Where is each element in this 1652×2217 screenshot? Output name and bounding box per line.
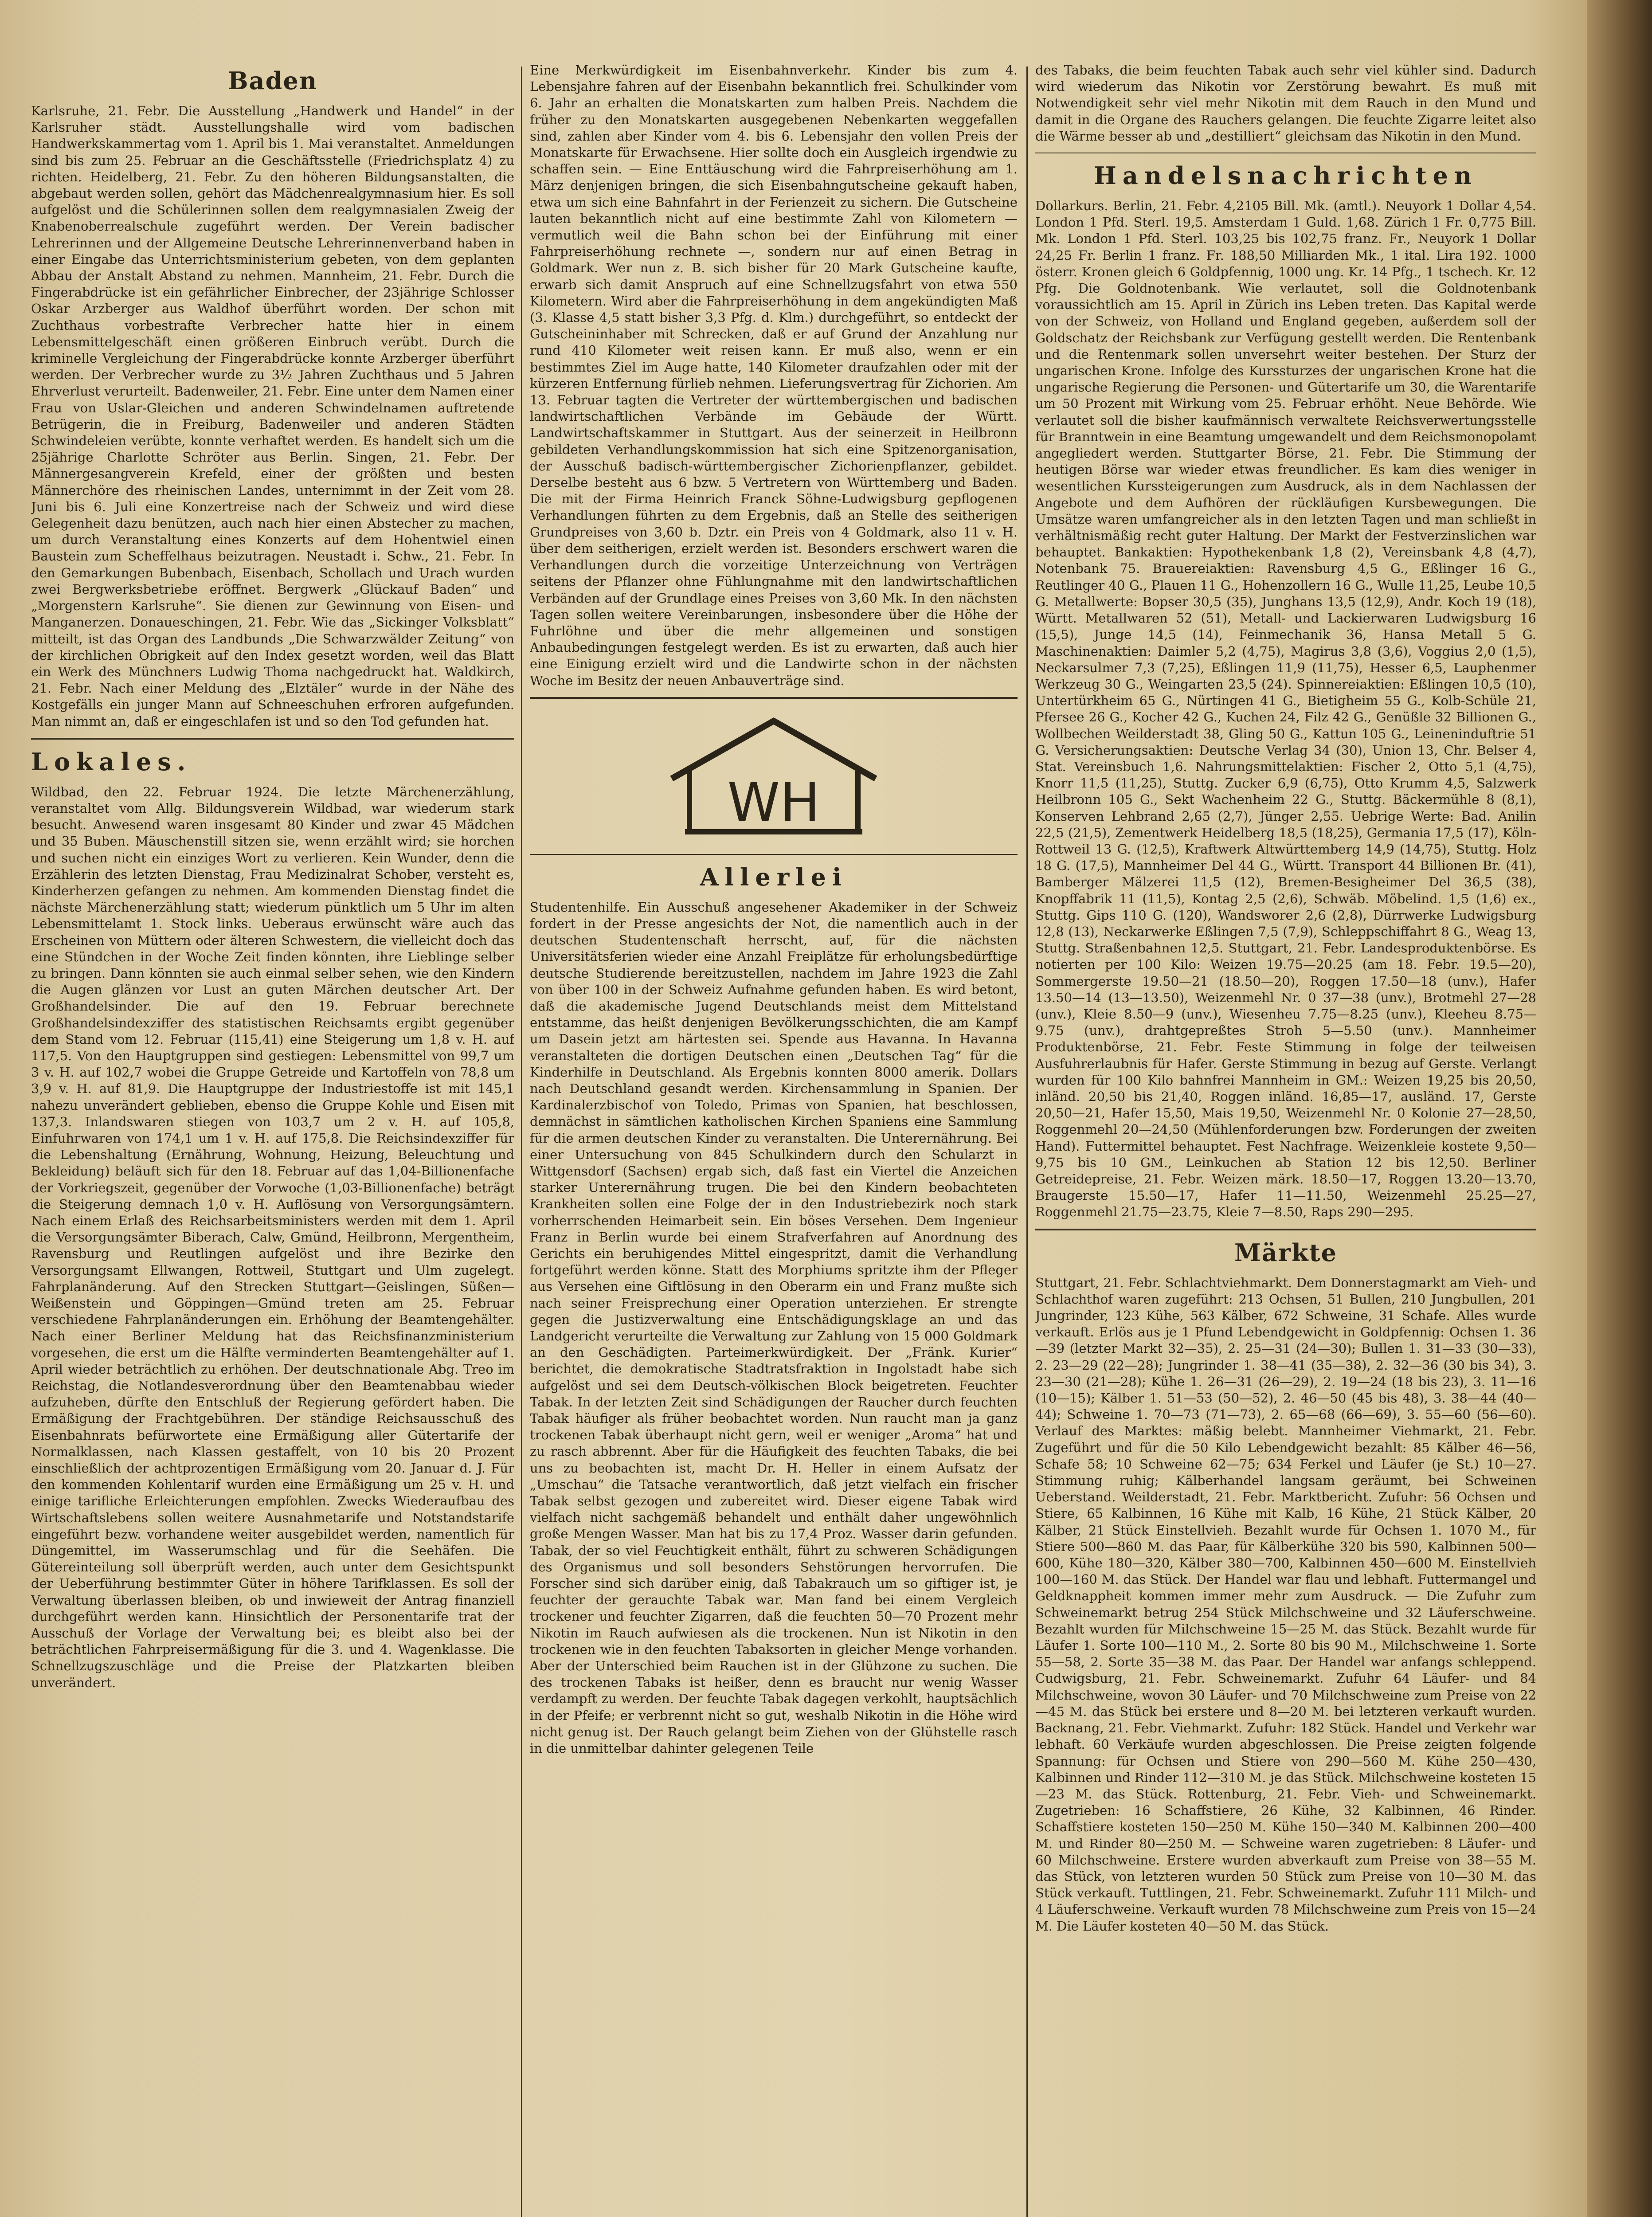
section-rule [1035, 1229, 1536, 1230]
column-middle [530, 62, 1018, 2217]
logo-text: WH [727, 772, 820, 834]
section-rule [530, 854, 1018, 855]
section-heading-handelsnachrichten: Handelsnachrichten [1093, 161, 1478, 190]
section-heading-maerkte: Märkte [1234, 1238, 1337, 1267]
section-heading-baden: Baden [227, 67, 317, 95]
wh-logo [658, 712, 889, 845]
article-allerlei: Studentenhilfe. Ein Ausschuß angesehener Akademiker in der Schweiz fordert in der Presse angesichts der Not, die namentlich auch in der deutschen Studentenschaft herrscht, auf, für die nächsten Universitätsferien wieder eine Anzahl Freiplätze für erholungsbedürftige deutsche Studierende bereitzustellen, nachdem im Jahre 1923 die Zahl von über 100 in der Schweiz Aufnahme gefunden haben. Es wird betont, daß die akademische Jugend Deutschlands meist dem Mittelstand entstamme, das heißt denjenigen Bevölkerungsschichten, die am Kampf um Dasein jetzt am härtesten sei. Spende aus Havanna. In Havanna veranstalteten die dortigen Deutschen einen „Deutschen Tag“ für die Kinderhilfe in Deutschland. Als Ergebnis konnten 8000 amerik. Dollars nach Deutschland gesandt werden. Kirchensammlung in Spanien. Der Kardinalerzbischof von Toledo, Primas von Spanien, hat beschlossen, demnächst in sämtlichen katholischen Kirchen Spaniens eine Sammlung für die armen deutschen Kinder zu veranstalten. Die Unterernährung. Bei einer Untersuchung von 845 Schulkindern durch den Schularzt in Wittgensdorf (Sachsen) ergab sich, daß fast ein Viertel die Anzeichen starker Unterernährung trugen. Die bei den Kindern beobachteten Krankheiten sollen eine Folge der in den Industriebezirk noch stark vorherrschenden Heimarbeit sein. Ein böses Versehen. Dem Ingenieur Franz in Berlin wurde bei einem Strafverfahren auf Anordnung des Gerichts ein beruhigendes Mittel eingespritzt, damit die Verhandlung fortgeführt werden könne. Statt des Morphiums spritzte ihm der Pfleger aus Versehen eine Giftlösung in den Oberarm ein und Franz mußte sich nach seiner Freisprechung einer Operation unterziehen. Er strengte gegen die Justizverwaltung eine Entschädigungsklage an und das Landgericht verurteilte die Verwaltung zur Zahlung von 15 000 Goldmark an den Geschädigten. Parteimerkwürdigkeit. Der „Fränk. Kurier“ berichtet, die demokratische Stadtratsfraktion in Ingolstadt habe sich aufgelöst und sei dem Deutsch-völkischen Block beigetreten. Feuchter Tabak. In der letzten Zeit sind Schädigungen der Raucher durch feuchten Tabak häufiger als früher beobachtet worden. Nun raucht man ja ganz trockenen Tabak überhaupt nicht gern, weil er weniger „Aroma“ hat und zu rasch abbrennt. Aber für die Häufigkeit des feuchten Tabaks, die bei uns zu beobachten ist, macht Dr. H. Heller in einem Aufsatz der „Umschau“ die Tatsache verantwortlich, daß jetzt vielfach ein frischer Tabak selbst gezogen und zubereitet wird. Dieser eigene Tabak wird vielfach nicht sachgemäß behandelt und enthält daher ungewöhnlich große Mengen Wasser. Man hat bis zu 17,4 Proz. Wasser darin gefunden. Tabak, der so viel Feuchtigkeit enthält, führt zu schweren Schädigungen des Organismus und soll besonders Sehstörungen hervorrufen. Die Forscher sind sich darüber einig, daß Tabakrauch um so giftiger ist, je feuchter der gerauchte Tabak war. Man fand bei einem Vergleich trockener und feuchter Zigarren, daß die feuchten 50—70 Prozent mehr Nikotin im Rauch aufwiesen als die trockenen. Nun ist Nikotin in den trockenen wie in den feuchten Tabaksorten in gleicher Menge vorhanden. Aber der Unterschied beim Rauchen ist in der Glühzone zu suchen. Die des trockenen Tabaks ist heißer, denn es braucht nur wenig Wasser verdampft zu werden. Der feuchte Tabak dagegen verkohlt, hauptsächlich in der Pfeife; er verbrennt nicht so gut, weshalb Nikotin in die Höhe wird nicht genug ist. Der Rauch gelangt beim Ziehen von der Glühstelle rasch in die unmittelbar dahinter gelegenen Teile [530, 899, 1018, 1756]
column-divider-1 [521, 67, 522, 2217]
article-tabak-continued: des Tabaks, die beim feuchten Tabak auch sehr viel kühler sind. Dadurch wird wiederum das Nikotin vor Zerstörung bewahrt. Es muß mit Notwendigkeit sehr viel mehr Nikotin mit dem Rauch in den Mund und damit in die Organe des Rauchers gelangen. Die feuchte Zigarre leitet also die Wärme besser ab und „destilliert“ gleichsam das Nikotin in den Mund. [1035, 63, 1536, 144]
column-divider-2 [1026, 67, 1028, 2217]
article-maerkte: Stuttgart, 21. Febr. Schlachtviehmarkt. Dem Donnerstagmarkt am Vieh- und Schlachthof waren zugeführt: 213 Ochsen, 51 Bullen, 210 Jungbullen, 201 Jungrinder, 123 Kühe, 563 Kälber, 672 Schweine, 31 Schafe. Alles wurde verkauft. Erlös aus je 1 Pfund Lebendgewicht in Goldpfennig: Ochsen 1. 36—39 (letzter Markt 32—35), 2. 25—31 (24—30); Bullen 1. 31—33 (30—33), 2. 23—29 (22—28); Jungrinder 1. 38—41 (35—38), 2. 32—36 (30 bis 34), 3. 23—30 (21—28); Kühe 1. 26—31 (26—29), 2. 19—24 (18 bis 23), 3. 11—16 (10—15); Kälber 1. 51—53 (50—52), 2. 46—50 (45 bis 48), 3. 38—44 (40—44); Schweine 1. 70—73 (71—73), 2. 65—68 (66—69), 3. 55—60 (56—60). Verlauf des Marktes: mäßig belebt. Mannheimer Viehmarkt, 21. Febr. Zugeführt und für die 50 Kilo Lebendgewicht bezahlt: 85 Kälber 46—56, Schafe 58; 10 Schweine 62—75; 634 Ferkel und Läufer (je St.) 10—27. Stimmung ruhig; Kälberhandel langsam geräumt, bei Schweinen Ueberstand. Weilderstadt, 21. Febr. Marktbericht. Zufuhr: 56 Ochsen und Stiere, 65 Kalbinnen, 16 Kühe mit Kalb, 16 Kühe, 21 Stück Kälber, 20 Kälber, 21 Stück Einstellvieh. Bezahlt wurde für Ochsen 1. 1070 M., für Stiere 500—860 M. das Paar, für Kälberkühe 320 bis 590, Kalbinnen 500—600, Kühe 180—320, Kälber 380—700, Kalbinnen 450—600 M. Einstellvieh 100—160 M. das Stück. Der Handel war flau und lebhaft. Futtermangel und Geldknappheit kommen immer mehr zum Ausdruck. — Die Zufuhr zum Schweinemarkt betrug 254 Stück Milchschweine und 32 Läuferschweine. Bezahlt wurden für Milchschweine 15—25 M. das Stück. Bezahlt wurde für Läufer 1. Sorte 100—110 M., 2. Sorte 80 bis 90 M., Milchschweine 1. Sorte 55—58, 2. Sorte 35—38 M. das Paar. Der Handel war anfangs schleppend. Cudwigsburg, 21. Febr. Schweinemarkt. Zufuhr 64 Läufer- und 84 Milchschweine, wovon 30 Läufer- und 70 Milchschweine zum Preise von 22—45 M. das Stück bei erstere und 8—20 M. bei letzteren verkauft wurden. Backnang, 21. Febr. Viehmarkt. Zufuhr: 182 Stück. Handel und Verkehr war lebhaft. 60 Verkäufe wurden abgeschlossen. Die Preise zeigten folgende Spannung: für Ochsen und Stiere von 290—560 M. Kühe 250—430, Kalbinnen und Rinder 112—310 M. je das Stück. Milchschweine kosteten 15—23 M. das Stück. Rottenburg, 21. Febr. Vieh- und Schweinemarkt. Zugetrieben: 16 Schaffstiere, 26 Kühe, 32 Kalbinnen, 46 Rinder. Schaffstiere kosteten 150—250 M. Kühe 150—340 M. Kalbinnen 200—400 M. und Rinder 80—250 M. — Schweine waren zugetrieben: 8 Läufer- und 60 Milchschweine. Erstere wurden abverkauft zum Preise von 38—55 M. das Stück, von letzteren wurden 50 Stück zum Preise von 10—30 M. das Stück verkauft. Tuttlingen, 21. Febr. Schweinemarkt. Zufuhr 111 Milch- und 4 Läuferschweine. Verkauft wurden 78 Milchschweine zum Preis von 15—24 M. Die Läufer kosteten 40—50 M. das Stück. [1035, 1275, 1536, 1934]
section-heading-allerlei: Allerlei [700, 862, 848, 891]
article-lokales: Wildbad, den 22. Februar 1924. Die letzte Märchenerzählung, veranstaltet vom Allg. Bildungsverein Wildbad, war wiederum stark besucht. Anwesend waren insgesamt 80 Kinder und zwar 45 Mädchen und 35 Buben. Mäuschenstill sitzen sie, wenn erzählt wird; sie horchen und suchen nicht ein einziges Wort zu verlieren. Kein Wunder, denn die Erzählerin des letzten Dienstag, Frau Medizinalrat Schober, versteht es, Kinderherzen gefangen zu nehmen. Am kommenden Dienstag findet die nächste Märchenerzählung statt; wiederum pünktlich um 5 Uhr im alten Lebensmittelamt 1. Stock links. Ueberaus erwünscht wäre auch das Erscheinen von Müttern oder älteren Schwestern, die vielleicht doch das eine Stündchen in der Woche Zeit finden könnten, ihre Lieblinge selber zu bringen. Dann könnten sie auch einmal selber sehen, wie den Kindern die Augen glänzen vor Lust an guten Märchen deutscher Art. Der Großhandelsinder. Die auf den 19. Februar berechnete Großhandelsindexziffer des statistischen Reichsamts ergibt gegenüber dem Stand vom 12. Februar (115,41) eine Steigerung um 1,8 v. H. auf 117,5. Von den Hauptgruppen sind gestiegen: Lebensmittel von 99,7 um 3 v. H. auf 102,7 wobei die Gruppe Getreide und Kartoffeln von 78,8 um 3,9 v. H. auf 81,9. Die Hauptgruppe der Industriestoffe ist mit 145,1 nahezu unverändert geblieben, ebenso die Gruppe Kohle und Eisen mit 137,3. Inlandswaren stiegen von 103,7 um 2 v. H. auf 105,8, Einfuhrwaren von 174,1 um 1 v. H. auf 175,8. Die Reichsindexziffer für die Lebenshaltung (Ernährung, Wohnung, Heizung, Beleuchtung und Bekleidung) beläuft sich für den 18. Februar auf das 1,04-Billionenfache der Vorkriegszeit, gegenüber der Vorwoche (1,03-Billionenfache) beträgt die Steigerung demnach 1,0 v. H. Auflösung von Versorgungsämtern. Nach einem Erlaß des Reichsarbeitsministers werden mit dem 1. April die Versorgungsämter Biberach, Calw, Gmünd, Heilbronn, Mergentheim, Ravensburg und Reutlingen aufgelöst und ihre Bezirke den Versorgungsamt Ellwangen, Rottweil, Stuttgart und Ulm zugelegt. Fahrplanänderung. Auf den Strecken Stuttgart—Geislingen, Süßen—Weißenstein und Göppingen—Gmünd treten am 25. Februar verschiedene Fahrplanänderungen ein. Erhöhung der Beamtengehälter. Nach einer Berliner Meldung hat das Reichsfinanzministerium vorgesehen, die erst um die Hälfte verminderten Beamtengehälter auf 1. April wieder beträchtlich zu erhöhen. Der deutschnationale Abg. Treo im Reichstag, die Notlandesverordnung über den Beamtenabbau wieder aufzuheben, dürfte den Entschluß der Regierung gefördert haben. Die Ermäßigung der Frachtgebühren. Der ständige Reichsausschuß des Eisenbahnrats befürwortete eine Ermäßigung aller Gütertarife der Normalklassen, nach Klassen gestaffelt, von 10 bis 20 Prozent einschließlich der achtprozentigen Ermäßigung vom 20. Januar d. J. Für den kommenden Kohlentarif wurden eine Ermäßigung um 25 v. H. und einige tarifliche Erleichterungen empfohlen. Zwecks Wiederaufbau des Wirtschaftslebens sollen weitere Ausnahmetarife und Notstandstarife eingeführt bezw. vorhandene weiter ausgebildet werden, namentlich für Düngemittel, im Wasserumschlag und für die Seehäfen. Die Gütereinteilung soll überprüft werden, auch unter dem Gesichtspunkt der Ueberführung bestimmter Güter in höhere Tarifklassen. Es soll der Verwaltung überlassen bleiben, ob und inwieweit der Antrag finanziell durchgeführt werden kann. Hinsichtlich der Personentarife trat der Ausschuß der Vorlage der Verwaltung bei; es bleibt also bei der beträchtlichen Fahrpreisermäßigung für die 3. und 4. Wagenklasse. Die Schnellzugszuschläge und die Preise der Platzkarten bleiben unverändert. [31, 784, 514, 1690]
column-left [31, 62, 514, 2217]
section-rule [530, 697, 1018, 699]
section-heading-lokales: Lokales. [31, 747, 192, 776]
column-right [1035, 62, 1536, 2217]
article-handelsnachrichten: Dollarkurs. Berlin, 21. Febr. 4,2105 Bill. Mk. (amtl.). Neuyork 1 Dollar 4,54. London 1 Pfd. Sterl. 19,5. Amsterdam 1 Guld. 1,68. Zürich 1 Fr. 0,775 Bill. Mk. London 1 Pfd. Sterl. 103,25 bis 102,75 franz. Fr., Neuyork 1 Dollar 24,25 Fr. Berlin 1 franz. Fr. 188,50 Milliarden Mk., 1 ital. Lira 192. 1000 österr. Kronen gleich 6 Goldpfennig, 1000 ung. Kr. 14 Pfg., 1 tschech. Kr. 12 Pfg. Die Goldnotenbank. Wie verlautet, soll die Goldnotenbank voraussichtlich am 15. April in Zürich ins Leben treten. Das Kapital werde von der Schweiz, von Holland und England gegeben, außerdem soll der Goldschatz der Reichsbank zur Verfügung gestellt werden. Die Rentenbank und die Rentenmark sollen unversehrt weiter bestehen. Der Sturz der ungarischen Krone. Infolge des Kurssturzes der ungarischen Krone hat die ungarische Regierung die Personen- und Gütertarife um 30, die Warentarife um 50 Prozent mit Wirkung vom 25. Februar erhöht. Neue Behörde. Wie verlautet soll die bisher kaufmännisch verwaltete Reichsverwertungsstelle für Branntwein in eine Beamtung umgewandelt und dem Reichsmonopolamt angegliedert werden. Stuttgarter Börse, 21. Febr. Die Stimmung der heutigen Börse war wieder etwas freundlicher. Es kam dies weniger in wesentlichen Kurssteigerungen zum Ausdruck, als in dem Nachlassen der Angebote und dem Aufhören der rückläufigen Kursbewegungen. Die Umsätze waren umfangreicher als in den letzten Tagen und man schließt in verhältnismäßig recht guter Haltung. Der Markt der Festverzinslichen war behauptet. Bankaktien: Hypothekenbank 1,8 (2), Vereinsbank 4,8 (4,7), Notenbank 75. Brauereiaktien: Ravensburg 4,5 G., Eßlinger 16 G., Reutlinger 40 G., Plauen 11 G., Hohenzollern 16 G., Wulle 11,25, Leube 10,5 G. Metallwerte: Bopser 30,5 (35), Junghans 13,5 (12,9), Andr. Koch 19 (18), Württ. Metallwaren 52 (51), Metall- und Lackierwaren Ludwigsburg 16 (15,5), Junge 14,5 (14), Feinmechanik 36, Hansa Metall 5 G. Maschinenaktien: Daimler 5,2 (4,75), Magirus 3,8 (3,6), Voggius 2,0 (1,5), Neckarsulmer 7,3 (7,25), Eßlingen 11,9 (11,75), Hesser 6,5, Lauphenmer Werkzeug 30 G., Weingarten 23,5 (24). Spinnereiaktien: Eßlingen 10,5 (10), Untertürkheim 65 G., Nürtingen 41 G., Bietigheim 55 G., Kolb-Schüle 21, Pfersee 26 G., Kocher 42 G., Kuchen 24, Filz 42 G., Genüßle 32 Billionen G., Wollbechen Weilderstadt 38, Gling 50 G., Kattun 105 G., Leineninduftrie 51 G. Versicherungsaktien: Deutsche Verlag 34 (30), Union 13, Chr. Belser 4, Stat. Vereinsbuch 1,6. Nahrungsmittelaktien: Fischer 2, Otto 5,1 (4,75), Knorr 11,5 (11,25), Stuttg. Zucker 6,9 (6,75), Otto Krumm 4,5, Salzwerk Heilbronn 105 G., Sekt Wachenheim 22 G., Stuttg. Bäckermühle 8 (8,1), Konserven Lehbrand 2,65 (2,7), Jünger 2,55. Uebrige Werte: Bad. Anilin 22,5 (21,5), Zementwerk Heidelberg 18,5 (18,25), Germania 17,5 (17), Köln-Rottweil 13 G. (12,5), Kraftwerk Altwürttemberg 14,9 (14,75), Stuttg. Holz 18 G. (17,5), Mannheimer Del 44 G., Württ. Transport 44 Billionen Br. (41), Bamberger Mälzerei 11,5 (12), Bremen-Besigheimer Del 36,5 (38), Knopffabrik 11 (11,5), Kontag 2,5 (2,6), Schwäb. Möbelind. 1,5 (1,6) ex., Stuttg. Gips 110 G. (120), Wandsworer 2,6 (2,8), Dürrwerke Ludwigsburg 12,8 (13), Neckarwerke Eßlingen 7,5 (7,9), Schleppschiffahrt 8 G., Weag 13, Stuttg. Straßenbahnen 12,5. Stuttgart, 21. Febr. Landesproduktenbörse. Es notierten per 100 Kilo: Weizen 19.75—20.25 (am 18. Febr. 19.5—20), Sommergerste 19.50—21 (18.50—20), Roggen 17.50—18 (unv.), Hafer 13.50—14 (13—13.50), Weizenmehl Nr. 0 37—38 (unv.), Brotmehl 27—28 (unv.), Kleie 8.50—9 (unv.), Wiesenheu 7.75—8.25 (unv.), Kleeheu 8.75—9.75 (unv.), drahtgepreßtes Stroh 5—5.50 (unv.). Mannheimer Produktenbörse, 21. Febr. Feste Stimmung in folge der teilweisen Ausfuhrerlaubnis für Hafer. Gerste Stimmung in bezug auf Gerste. Verlangt wurden für 100 Kilo bahnfrei Mannheim in GM.: Weizen 19,25 bis 20,50, inländ. 20,50 bis 21,40, Roggen inländ. 16,85—17, ausländ. 17, Gerste 20,50—21, Hafer 15,50, Mais 19,50, Weizenmehl Nr. 0 Kolonie 27—28,50, Roggenmehl 20—24,50 (Mühlenforderungen bzw. Forderungen der zweiten Hand). Futtermittel behauptet. Fest Nachfrage. Weizenkleie kostete 9,50—9,75 bis 10 GM., Leinkuchen ab Station 12 bis 12,50. Berliner Getreidepreise, 21. Febr. Weizen märk. 18.50—17, Roggen 13.20—13.70, Braugerste 15.50—17, Hafer 11—11.50, Weizenmehl 25.25—27, Roggenmehl 21.75—23.75, Kleie 7—8.50, Raps 290—295. [1035, 198, 1536, 1220]
article-baden: Karlsruhe, 21. Febr. Die Ausstellung „Handwerk und Handel“ in der Karlsruher städt. Ausstellungshalle wird vom badischen Handwerkskammertag vom 1. April bis 1. Mai veranstaltet. Anmeldungen sind bis zum 25. Februar an die Geschäftsstelle (Friedrichsplatz 4) zu richten. Heidelberg, 21. Febr. Zu den höheren Bildungsanstalten, die abgebaut werden sollen, gehört das Mädchenrealgymnasium hier. Es soll aufgelöst und die Schülerinnen sollen dem realgymnasialen Zweig der Knabenoberrealschule zugeführt werden. Der Verein badischer Lehrerinnen und der Allgemeine Deutsche Lehrerinnenverband haben in einer Eingabe das Unterrichtsministerium gebeten, von dem geplanten Abbau der Anstalt Abstand zu nehmen. Mannheim, 21. Febr. Durch die Fingerabdrücke ist ein gefährlicher Einbrecher, der 23jährige Schlosser Oskar Arzberger aus Waldhof überführt worden. Der schon mit Zuchthaus vorbestrafte Verbrecher hatte hier in einem Lebensmittelgeschäft einen größeren Einbruch verübt. Durch die kriminelle Vergleichung der Fingerabdrücke konnte Arzberger überführt werden. Der Verbrecher wurde zu 3½ Jahren Zuchthaus und 5 Jahren Ehrverlust verurteilt. Badenweiler, 21. Febr. Eine unter dem Namen einer Frau von Uslar-Gleichen und anderen Schwindelnamen auftretende Betrügerin, die in Freiburg, Badenweiler und anderen Städten Schwindeleien verübte, konnte verhaftet werden. Es handelt sich um die 25jährige Charlotte Schröter aus Berlin. Singen, 21. Febr. Der Männergesangverein Krefeld, einer der größten und besten Männerchöre des rheinischen Landes, unternimmt in der Zeit vom 28. Juni bis 6. Juli eine Konzertreise nach der Schweiz und wird diese Gelegenheit dazu benützen, auch nach hier einen Abstecher zu machen, um durch Veranstaltung eines Konzerts auf dem Hohentwiel einen Baustein zum Scheffelhaus beizutragen. Neustadt i. Schw., 21. Febr. In den Gemarkungen Bubenbach, Eisenbach, Schollach und Urach wurden zwei Bergwerksbetriebe eröffnet. Bergwerk „Glückauf Baden“ und „Morgenstern Karlsruhe“. Sie dienen zur Gewinnung von Eisen- und Manganerzen. Donaueschingen, 21. Febr. Wie das „Sickinger Volksblatt“ mitteilt, ist das Organ des Landbunds „Die Schwarzwälder Zeitung“ von der kirchlichen Obrigkeit auf den Index gesetzt worden, weil das Blatt ein Werk des Münchners Ludwig Thoma nachgedruckt hat. Waldkirch, 21. Febr. Nach einer Meldung des „Elztäler“ wurde in der Nähe des Kostgefälls ein junger Mann auf Schneeschuhen erfroren aufgefunden. Man nimmt an, daß er eingeschlafen ist und so den Tod gefunden hat. [31, 103, 514, 729]
page-binding-edge [1587, 0, 1652, 2217]
section-rule [31, 738, 514, 740]
article-eisenbahn-zichorien: Eine Merkwürdigkeit im Eisenbahnverkehr. Kinder bis zum 4. Lebensjahre fahren auf der Eisenbahn bekanntlich frei. Schulkinder vom 6. Jahr an erhalten die Monatskarten zum halben Preis. Nachdem die früher zu den Monatskarten ausgegebenen Nebenkarten weggefallen sind, zahlen aber Kinder vom 4. bis 6. Lebensjahr den vollen Preis der Monatskarte für Erwachsene. Hier sollte doch ein Ausgleich irgendwie zu schaffen sein. — Eine Enttäuschung wird die Fahrpreiserhöhung am 1. März denjenigen bringen, die sich Eisenbahngutscheine gekauft haben, etwa um sich eine Bahnfahrt in der Ferienzeit zu sichern. Die Gutscheine lauten bekanntlich nicht auf eine bestimmte Zahl von Kilometern — vermutlich weil die Bahn schon bei der Einführung mit einer Fahrpreiserhöhung rechnete —, sondern nur auf einen Betrag in Goldmark. Wer nun z. B. sich bisher für 20 Mark Gutscheine kaufte, erwarb sich damit Anspruch auf eine Schnellzugsfahrt von etwa 550 Kilometern. Wird aber die Fahrpreiserhöhung in dem angekündigten Maß (3. Klasse 4,5 statt bisher 3,3 Pfg. d. Klm.) durchgeführt, so entdeckt der Gutscheininhaber mit Schrecken, daß er auf Grund der Anzahlung nur rund 410 Kilometer weit reisen kann. Er muß also, wenn er ein bestimmtes Ziel im Auge hatte, 140 Kilometer draufzahlen oder mit der kürzeren Entfernung fürlieb nehmen. Lieferungsvertrag für Zichorien. Am 13. Februar tagten die Vertreter der württembergischen und badischen landwirtschaftlichen Verbände im Gebäude der Württ. Landwirtschaftskammer in Stuttgart. Aus der seinerzeit in Heilbronn gebildeten Verhandlungskommission hat sich eine Spitzenorganisation, der Ausschuß badisch-württembergischer Zichorienpflanzer, gebildet. Derselbe besteht aus 6 bzw. 5 Vertretern von Württemberg und Baden. Die mit der Firma Heinrich Franck Söhne-Ludwigsburg gepflogenen Verhandlungen führten zu dem Ergebnis, daß an Stelle des seitherigen Grundpreises von 3,60 b. Dztr. ein Preis von 4 Goldmark, also 11 v. H. über dem seitherigen, erzielt werden ist. Besonders erschwert waren die Verhandlungen durch die vorzeitige Unterzeichnung von Verträgen seitens der Pflanzer ohne Fühlungnahme mit den landwirtschaftlichen Verbänden auf der Grundlage eines Preises von 3,60 Mk. In den nächsten Tagen sollen weitere Vereinbarungen, insbesondere über die Höhe der Fuhrlöhne und über die mehr allgemeinen und sonstigen Anbaubedingungen festgelegt werden. Es ist zu erwarten, daß auch hier eine Einigung erzielt wird und die Landwirte schon in der nächsten Woche im Besitz der neuen Anbauverträge sind. [530, 63, 1018, 688]
